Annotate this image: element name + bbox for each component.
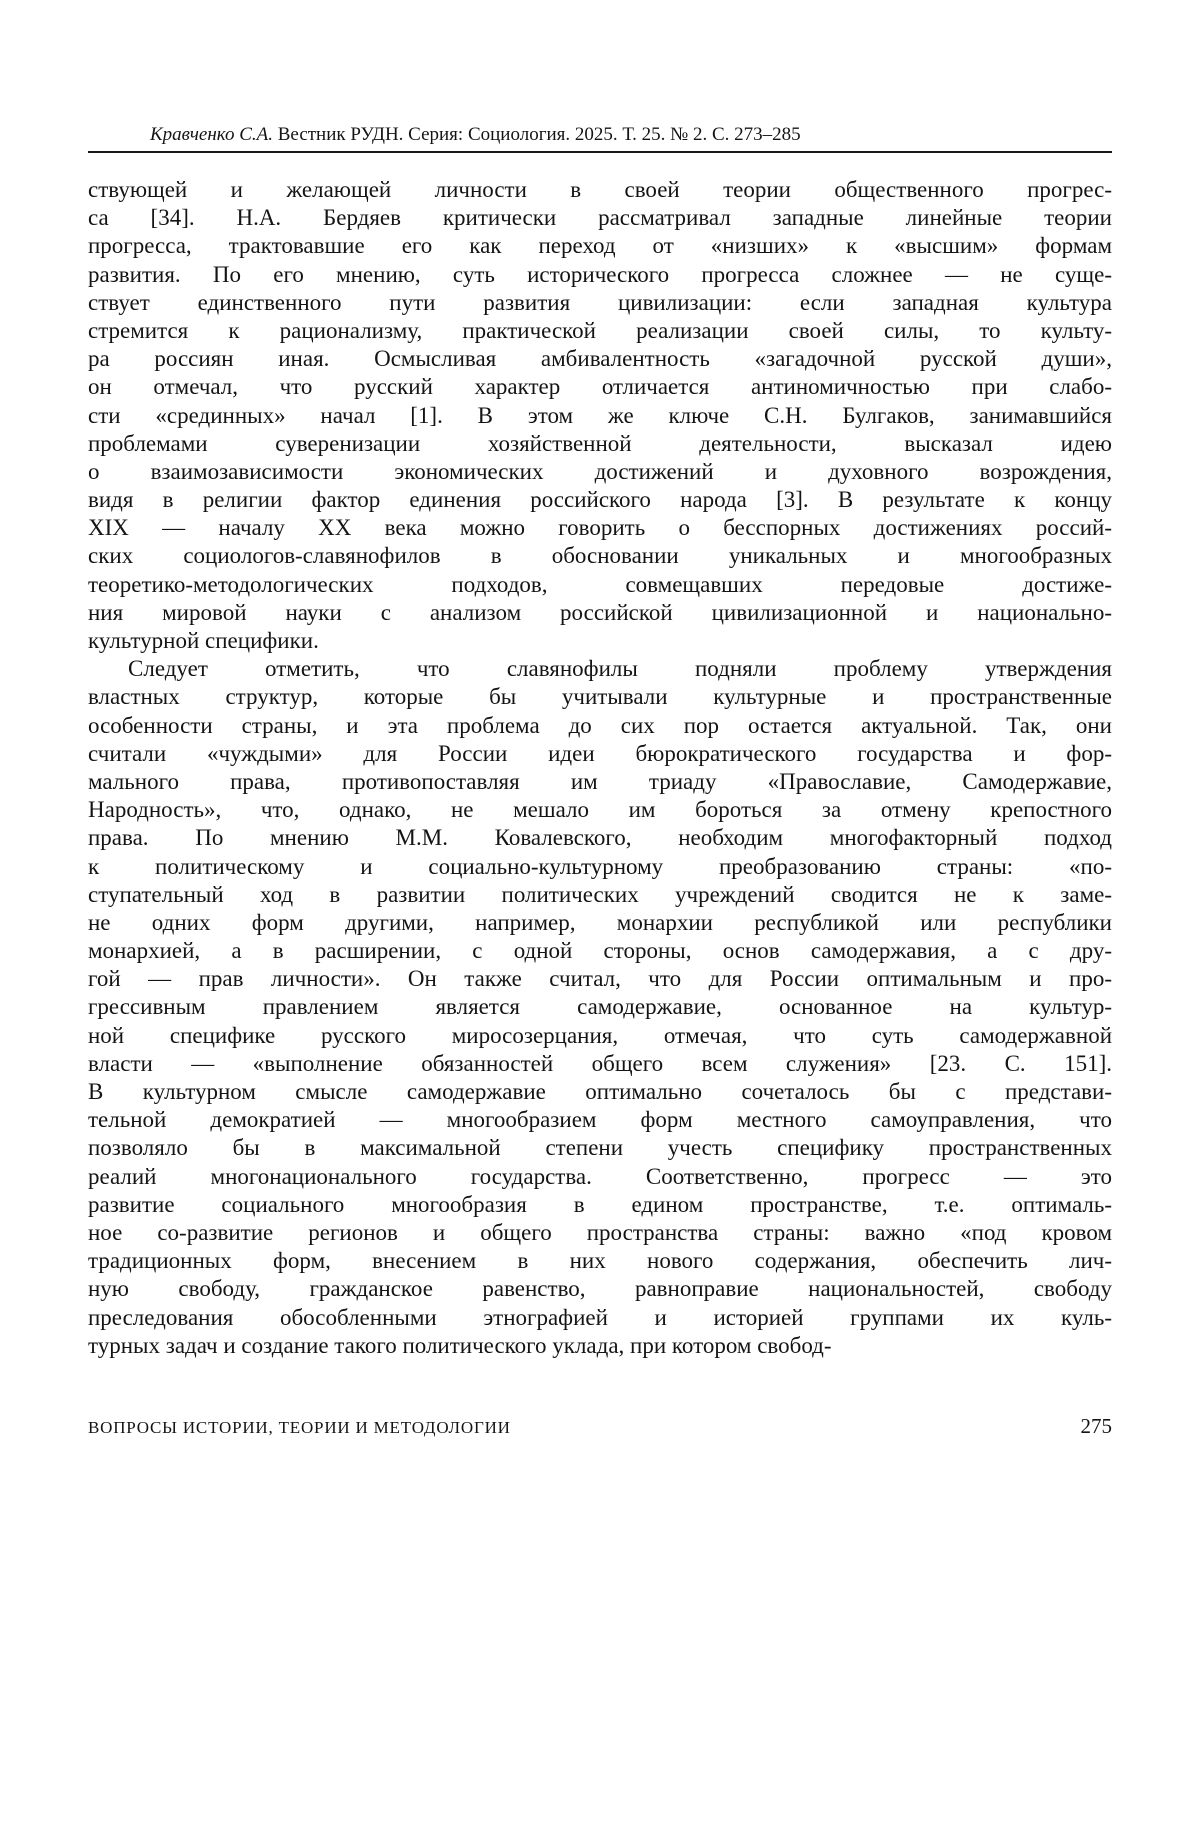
text-line: не одних форм другими, например, монархии республикой или республики: [88, 909, 1112, 935]
text-line: сти «срединных» начал [1]. В этом же ключе С.Н. Булгаков, занимавшийся: [88, 402, 1112, 428]
text-line: права. По мнению М.М. Ковалевского, необходим многофакторный подход: [88, 825, 1112, 851]
text-line: ния мировой науки с анализом российской цивилизационной и национально-: [88, 599, 1112, 625]
text-line: грессивным правлением является самодержавие, основанное на культур-: [88, 994, 1112, 1020]
text-line: он отмечал, что русский характер отличается антиномичностью при слабо-: [88, 374, 1112, 400]
text-line: ную свободу, гражданское равенство, равноправие национальностей, свободу: [88, 1276, 1112, 1302]
text-line: власти — «выполнение обязанностей общего всем служения» [23. С. 151].: [88, 1050, 1112, 1076]
text-line: культурной специфики.: [88, 628, 319, 653]
text-line: Следует отметить, что славянофилы подняли проблему утверждения: [128, 656, 1112, 682]
running-head: [88, 124, 1112, 146]
text-line: особенности страны, и эта проблема до сих пор остается актуальной. Так, они: [88, 712, 1112, 738]
text-line: XIX — началу XX века можно говорить о бесспорных достижениях россий-: [88, 515, 1112, 541]
text-line: Народность», что, однако, не мешало им бороться за отмену крепостного: [88, 797, 1112, 823]
running-head-author: Кравченко С.А.: [150, 124, 273, 145]
text-line: позволяло бы в максимальной степени учесть специфику пространственных: [88, 1135, 1112, 1161]
text-line: развития. По его мнению, суть исторического прогресса сложнее — не суще-: [88, 261, 1112, 287]
text-line: ствует единственного пути развития цивилизации: если западная культура: [88, 289, 1112, 315]
text-line: монархией, а в расширении, с одной стороны, основ самодержавия, а с дру-: [88, 938, 1112, 964]
running-head-citation: Вестник РУДН. Серия: Социология. 2025. Т. 25. № 2. С. 273–285: [277, 124, 801, 145]
text-line: стремится к рационализму, практической реализации своей силы, то культу-: [88, 317, 1112, 343]
text-line: проблемами суверенизации хозяйственной деятельности, высказал идею: [88, 430, 1112, 456]
text-line: В культурном смысле самодержавие оптимально сочеталось бы с представи-: [88, 1079, 1112, 1104]
text-line: мального права, противопоставляя им триаду «Православие, Самодержавие,: [88, 768, 1112, 794]
text-line: властных структур, которые бы учитывали культурные и пространственные: [88, 684, 1112, 710]
text-line: развитие социального многообразия в едином пространстве, т.е. оптималь-: [88, 1191, 1112, 1217]
text-line: гой — прав личности». Он также считал, что для России оптимальным и про-: [88, 966, 1112, 992]
footer-section-title: ВОПРОСЫ ИСТОРИИ, ТЕОРИИ И МЕТОДОЛОГИИ: [88, 1418, 511, 1437]
text-line: ствующей и желающей личности в своей теории общественного прогрес-: [88, 177, 1112, 202]
page-footer: [88, 1414, 1112, 1439]
paragraph: [88, 655, 1112, 1360]
text-line: теоретико-методологических подходов, совмещавших передовые достиже-: [88, 571, 1112, 597]
header-rule: [88, 151, 1112, 153]
text-line: считали «чуждыми» для России идеи бюрократического государства и фор-: [88, 740, 1112, 766]
text-line: преследования обособленными этнографией и историей группами их куль-: [88, 1304, 1112, 1330]
page-number: 275: [1080, 1414, 1112, 1438]
text-line: к политическому и социально-культурному преобразованию страны: «по-: [88, 853, 1112, 879]
text-line: о взаимозависимости экономических достижений и духовного возрождения,: [88, 458, 1112, 484]
text-line: прогресса, трактовавшие его как переход от «низших» к «высшим» формам: [88, 233, 1112, 259]
text-line: са [34]. Н.А. Бердяев критически рассматривал западные линейные теории: [88, 205, 1112, 231]
text-line: ной специфике русского миросозерцания, отмечая, что суть самодержавной: [88, 1022, 1112, 1048]
text-line: тельной демократией — многообразием форм местного самоуправления, что: [88, 1107, 1112, 1133]
text-line: ступательный ход в развитии политических учреждений сводится не к заме-: [88, 881, 1112, 907]
article-body: [88, 176, 1112, 1360]
text-line: видя в религии фактор единения российского народа [3]. В результате к концу: [88, 487, 1112, 513]
text-line: ских социологов-славянофилов в обосновании уникальных и многообразных: [88, 543, 1112, 569]
text-line: ра россиян иная. Осмысливая амбивалентность «загадочной русской души»,: [88, 346, 1112, 372]
text-line: реалий многонационального государства. Соответственно, прогресс — это: [88, 1163, 1112, 1189]
text-line: турных задач и создание такого политического уклада, при котором свобод-: [88, 1332, 832, 1358]
paragraph: [88, 176, 1112, 655]
text-line: традиционных форм, внесением в них нового содержания, обеспечить лич-: [88, 1248, 1112, 1274]
text-line: ное со-развитие регионов и общего пространства страны: важно «под кровом: [88, 1219, 1112, 1245]
